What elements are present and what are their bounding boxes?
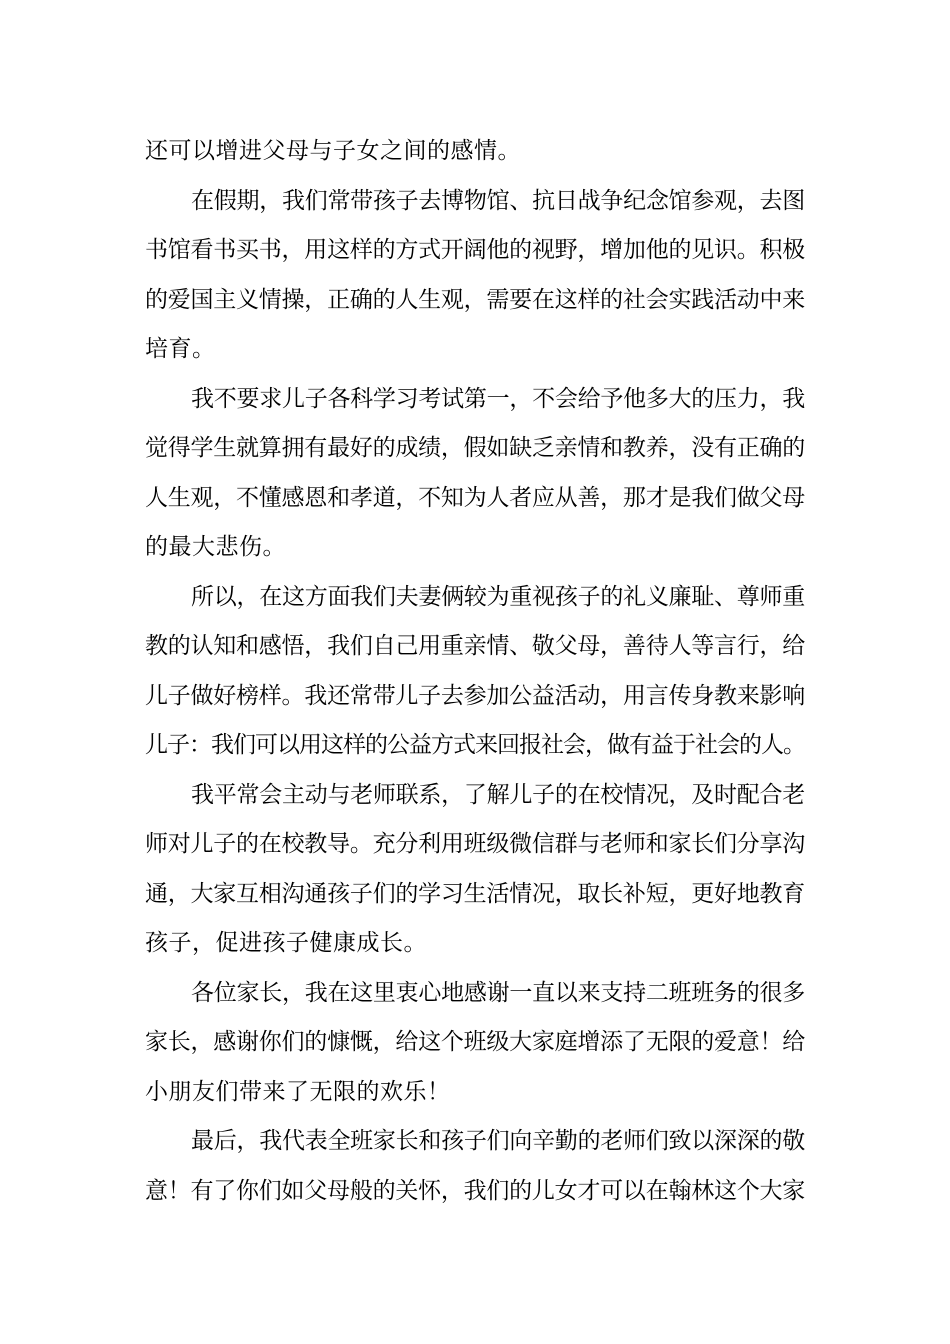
text-line: 在假期，我们常带孩子去博物馆、抗日战争纪念馆参观，去图: [191, 187, 806, 214]
text-line: 教的认知和感悟，我们自己用重亲情、敬父母，善待人等言行，给: [145, 633, 805, 659]
text-line: 最后，我代表全班家长和孩子们向辛勤的老师们致以深深的敬: [191, 1128, 806, 1154]
text-line: 还可以增进父母与子女之间的感情。: [145, 138, 521, 164]
text-line: 各位家长，我在这里衷心地感谢一直以来支持二班班务的很多: [191, 979, 806, 1006]
paragraph-2: [145, 177, 805, 375]
text-line: 师对儿子的在校教导。充分利用班级微信群与老师和家长们分享沟: [145, 831, 805, 857]
paragraph-1: [145, 127, 805, 177]
text-line: 的爱国主义情操，正确的人生观，需要在这样的社会实践活动中来: [145, 286, 805, 313]
text-line: 所以，在这方面我们夫妻俩较为重视孩子的礼义廉耻、尊师重: [191, 583, 806, 610]
text-line: 我平常会主动与老师联系，了解儿子的在校情况，及时配合老: [191, 781, 806, 808]
text-line: 人生观，不懂感恩和孝道，不知为人者应从善，那才是我们做父母: [145, 484, 805, 511]
text-line: 书馆看书买书，用这样的方式开阔他的视野，增加他的见识。积极: [145, 237, 805, 263]
text-line: 意！有了你们如父母般的关怀，我们的儿女才可以在翰林这个大家: [145, 1177, 805, 1204]
paragraph-7: [145, 1117, 805, 1216]
text-line: 小朋友们带来了无限的欢乐！: [145, 1078, 451, 1105]
text-line: 觉得学生就算拥有最好的成绩，假如缺乏亲情和教养，没有正确的: [145, 435, 805, 461]
paragraph-6: [145, 969, 805, 1118]
document-body: [145, 127, 805, 1216]
text-line: 儿子：我们可以用这样的公益方式来回报社会，做有益于社会的人。: [145, 732, 805, 758]
text-line: 孩子，促进孩子健康成长。: [145, 930, 427, 956]
text-line: 家长，感谢你们的慷慨，给这个班级大家庭增添了无限的爱意！给: [145, 1029, 805, 1055]
paragraph-5: [145, 771, 805, 969]
text-line: 儿子做好榜样。我还常带儿子去参加公益活动，用言传身教来影响: [145, 682, 805, 709]
text-line: 的最大悲伤。: [145, 534, 286, 560]
text-line: 通，大家互相沟通孩子们的学习生活情况，取长补短，更好地教育: [145, 880, 805, 907]
text-line: 培育。: [145, 336, 216, 362]
paragraph-4: [145, 573, 805, 771]
text-line: 我不要求儿子各科学习考试第一，不会给予他多大的压力，我: [191, 385, 806, 412]
paragraph-3: [145, 375, 805, 573]
